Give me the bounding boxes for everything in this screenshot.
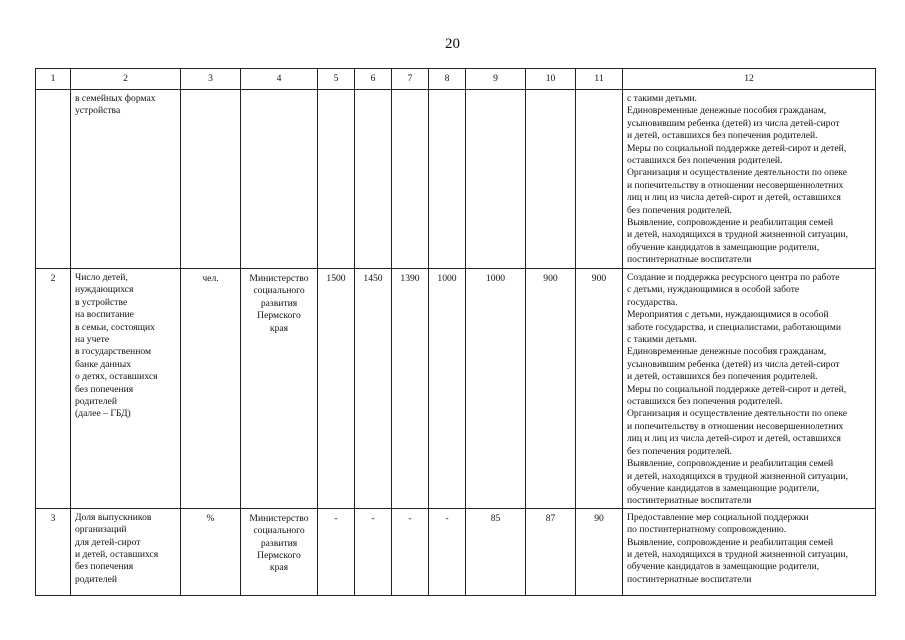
column-header: 9: [466, 69, 526, 90]
column-header: 5: [318, 69, 355, 90]
column-header: 6: [355, 69, 392, 90]
value-cell: [429, 90, 466, 269]
unit-cell: [181, 90, 241, 269]
value-cell: 1000: [466, 269, 526, 509]
indicator-name: Число детей, нуждающихся в устройстве на воспитание в семьи, состоящих на учете в государственном банке данных о детях, оставшихся без попечения родителей (далее – ГБД): [71, 269, 181, 509]
value-cell: [526, 90, 576, 269]
responsible-cell: Министерство социального развития Пермского края: [241, 508, 318, 595]
indicators-table: [35, 68, 876, 596]
table-row: [36, 90, 876, 269]
value-cell: 1000: [429, 269, 466, 509]
unit-cell: %: [181, 508, 241, 595]
column-header: 2: [71, 69, 181, 90]
value-cell: 90: [576, 508, 623, 595]
value-cell: 1450: [355, 269, 392, 509]
column-header: 7: [392, 69, 429, 90]
indicator-name: в семейных формах устройства: [71, 90, 181, 269]
value-cell: -: [429, 508, 466, 595]
unit-cell: чел.: [181, 269, 241, 509]
value-cell: 1500: [318, 269, 355, 509]
row-number: 3: [36, 508, 71, 595]
value-cell: [466, 90, 526, 269]
table-row: [36, 269, 876, 509]
value-cell: -: [392, 508, 429, 595]
header-row: [36, 69, 876, 90]
value-cell: [355, 90, 392, 269]
value-cell: [392, 90, 429, 269]
column-header: 1: [36, 69, 71, 90]
value-cell: 87: [526, 508, 576, 595]
value-cell: -: [318, 508, 355, 595]
value-cell: [576, 90, 623, 269]
value-cell: 900: [526, 269, 576, 509]
value-cell: -: [355, 508, 392, 595]
column-header: 3: [181, 69, 241, 90]
measures-cell: с такими детьми. Единовременные денежные пособия гражданам, усыновившим ребенка (детей) из числа детей-сирот и детей, оставшихся без попечения родителей. Меры по социальной поддержке детей-сирот и детей, оставшихся без попечения родителей. Организация и осуществление деятельности по опеке и попечительству в отношении несовершеннолетних лиц и лиц из числа детей-сирот и детей, оставшихся без попечения родителей. Выявление, сопровождение и реабилитация семей и детей, находящихся в трудной жизненной ситуации, обучение кандидатов в замещающие родители, постинтернатные воспитатели: [623, 90, 876, 269]
table-row: [36, 508, 876, 595]
value-cell: 1390: [392, 269, 429, 509]
value-cell: 85: [466, 508, 526, 595]
column-header: 12: [623, 69, 876, 90]
responsible-cell: Министерство социального развития Пермского края: [241, 269, 318, 509]
row-number: [36, 90, 71, 269]
row-number: 2: [36, 269, 71, 509]
measures-cell: Создание и поддержка ресурсного центра по работе с детьми, нуждающимися в особой заботе государства. Мероприятия с детьми, нуждающимися в особой заботе государства, и специалистами, работающими с такими детьми. Единовременные денежные пособия гражданам, усыновившим ребенка (детей) из числа детей-сирот и детей, оставшихся без попечения родителей. Меры по социальной поддержке детей-сирот и детей, оставшихся без попечения родителей. Организация и осуществление деятельности по опеке и попечительству в отношении несовершеннолетних лиц и лиц из числа детей-сирот и детей, оставшихся без попечения родителей. Выявление, сопровождение и реабилитация семей и детей, находящихся в трудной жизненной ситуации, обучение кандидатов в замещающие родители, постинтернатные воспитатели: [623, 269, 876, 509]
value-cell: 900: [576, 269, 623, 509]
value-cell: [318, 90, 355, 269]
column-header: 10: [526, 69, 576, 90]
page-number: 20: [445, 36, 460, 52]
measures-cell: Предоставление мер социальной поддержки по постинтернатному сопровождению. Выявление, сопровождение и реабилитация семей и детей, находящихся в трудной жизненной ситуации, обучение кандидатов в замещающие родители, постинтернатные воспитатели: [623, 508, 876, 595]
column-header: 11: [576, 69, 623, 90]
column-header: 8: [429, 69, 466, 90]
column-header: 4: [241, 69, 318, 90]
responsible-cell: [241, 90, 318, 269]
indicator-name: Доля выпускников организаций для детей-сирот и детей, оставшихся без попечения родителей: [71, 508, 181, 595]
